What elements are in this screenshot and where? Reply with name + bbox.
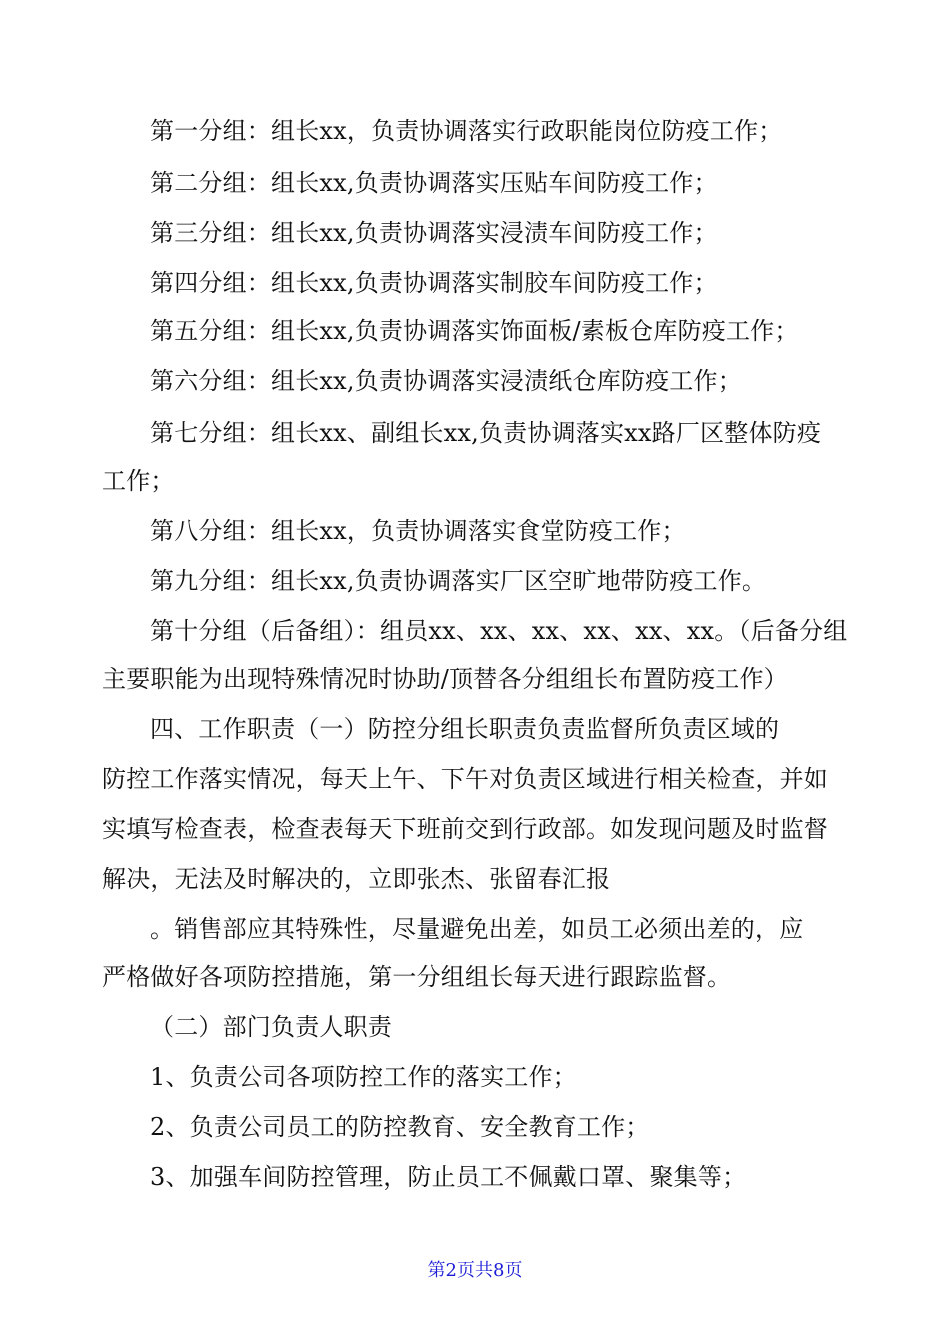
paragraph-line: 四、工作职责（一）防控分组长职责负责监督所负责区域的 [150,715,780,743]
section-heading: （二）部门负责人职责 [150,1013,392,1041]
paragraph-line: 第五分组：组长xx,负责协调落实饰面板/素板仓库防疫工作； [150,317,799,345]
paragraph-line: 实填写检查表，检查表每天下班前交到行政部。如发现问题及时监督 [102,815,828,843]
paragraph-line: 第九分组：组长xx,负责协调落实厂区空旷地带防疫工作。 [150,567,767,595]
paragraph-line: 第六分组：组长xx,负责协调落实浸渍纸仓库防疫工作； [150,367,742,395]
paragraph-line: 第十分组（后备组）：组员xx、xx、xx、xx、xx、xx。（后备分组 [150,617,848,645]
paragraph-line: 防控工作落实情况，每天上午、下午对负责区域进行相关检查，并如 [102,765,828,793]
paragraph-line: 解决，无法及时解决的，立即张杰、张留春汇报 [102,865,611,893]
paragraph-line: 第三分组：组长xx,负责协调落实浸渍车间防疫工作； [150,219,718,247]
page-number-footer: 第2页共8页 [427,1260,523,1281]
paragraph-line: 工作； [102,467,175,495]
paragraph-line: 严格做好各项防控措施，第一分组组长每天进行跟踪监督。 [102,963,732,991]
list-item: 1、负责公司各项防控工作的落实工作； [150,1063,577,1091]
list-item: 3、加强车间防控管理，防止员工不佩戴口罩、聚集等； [150,1163,747,1191]
paragraph-line: 。销售部应其特殊性，尽量避免出差，如员工必须出差的，应 [150,915,804,943]
paragraph-line: 第一分组：组长xx，负责协调落实行政职能岗位防疫工作； [150,117,783,145]
paragraph-line: 第七分组：组长xx、副组长xx,负责协调落实xx路厂区整体防疫 [150,419,822,447]
paragraph-line: 第二分组：组长xx,负责协调落实压贴车间防疫工作； [150,169,718,197]
paragraph-line: 第八分组：组长xx，负责协调落实食堂防疫工作； [150,517,686,545]
paragraph-line: 主要职能为出现特殊情况时协助/顶替各分组组长布置防疫工作） [102,665,788,693]
paragraph-line: 第四分组：组长xx,负责协调落实制胶车间防疫工作； [150,269,718,297]
list-item: 2、负责公司员工的防控教育、安全教育工作； [150,1113,650,1141]
